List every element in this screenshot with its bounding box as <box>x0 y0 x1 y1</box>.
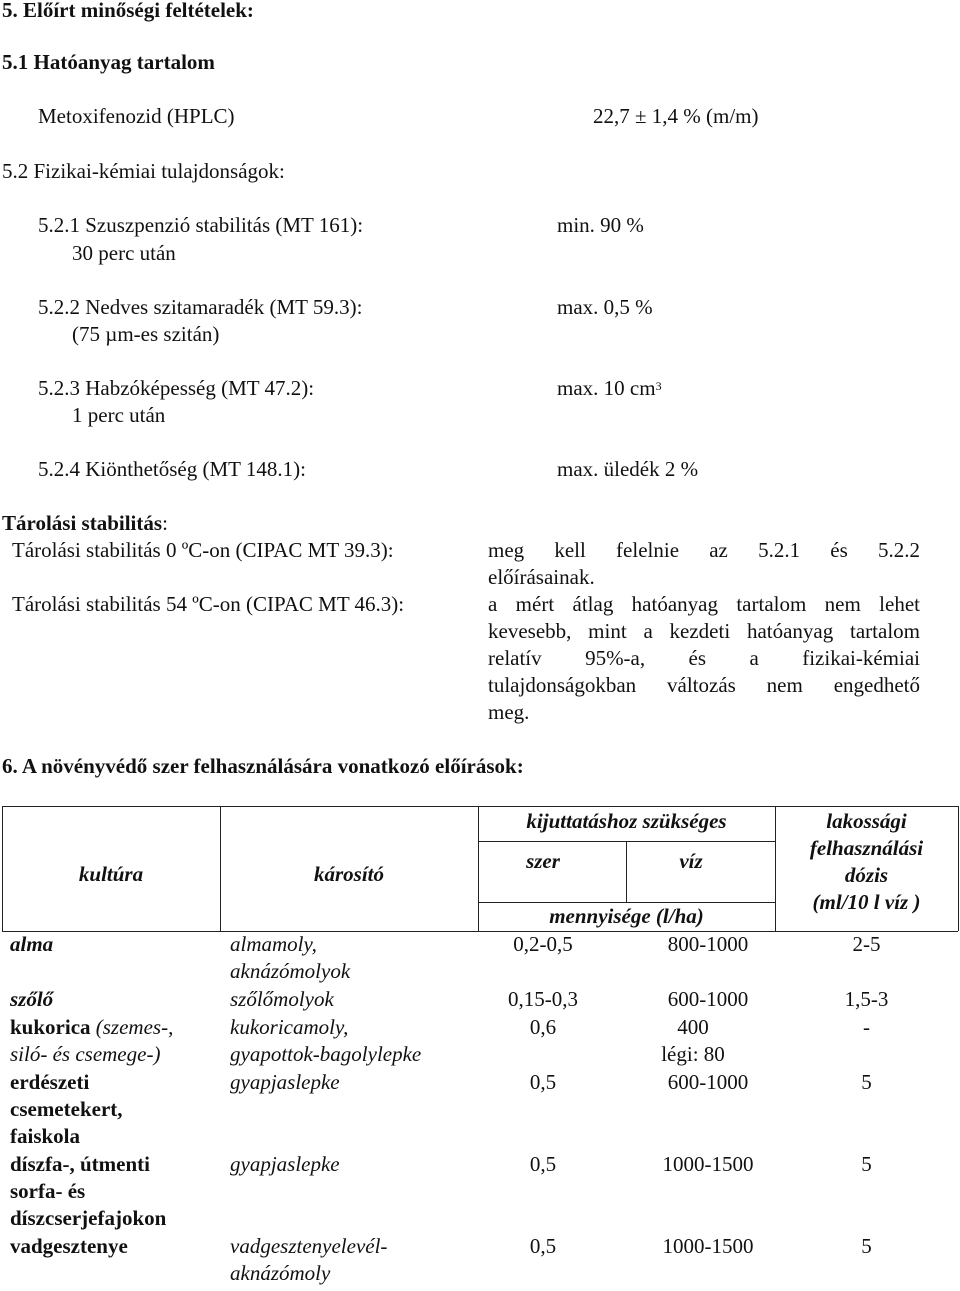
section-5-2-title: 5.2 Fizikai-kémiai tulajdonságok: <box>2 159 285 183</box>
row-viz: 800-1000 <box>667 932 749 956</box>
row-karosito: szőlőmolyok <box>230 987 334 1011</box>
header-kijuttatas: kijuttatáshoz szükséges <box>526 809 727 833</box>
row-szer: 0,5 <box>529 1152 557 1176</box>
row-karosito: almamoly, <box>230 932 317 956</box>
header-lakossagi: (ml/10 l víz ) <box>812 890 921 914</box>
storage-label: Tárolási stabilitás 0 ºC-on (CIPAC MT 39.3): <box>12 538 394 562</box>
storage-requirement: meg kell felelnie az 5.2.1 és 5.2.2 <box>488 538 920 562</box>
header-szer: szer <box>526 849 560 873</box>
section-5-1-title: 5.1 Hatóanyag tartalom <box>2 50 215 74</box>
row-szer: 0,2-0,5 <box>513 932 573 956</box>
row-dozis: 2-5 <box>852 932 881 956</box>
storage-requirement: tulajdonságokban változás nem engedhető <box>488 673 920 697</box>
row-viz: 400 <box>677 1015 709 1039</box>
header-kultura: kultúra <box>78 862 144 886</box>
row-karosito: gyapjaslepke <box>230 1070 340 1094</box>
prop-value: max. 10 $cm^3$ <box>557 376 662 400</box>
row-karosito: gyapottok-bagolylepke <box>230 1042 422 1066</box>
row-kultura-line: siló- és csemege-) <box>10 1042 161 1066</box>
row-dozis: - <box>863 1015 870 1039</box>
prop-label: 5.2.1 Szuszpenzió stabilitás (MT 161): <box>38 213 364 237</box>
row-viz: 600-1000 <box>667 987 749 1011</box>
row-karosito: kukoricamoly, <box>230 1015 349 1039</box>
row-karosito: aknázómoly <box>230 1261 331 1285</box>
row-kultura: alma <box>10 932 54 956</box>
prop-sub: (75 µm-es szitán) <box>72 322 220 346</box>
prop-value: max. üledék 2 % <box>557 457 699 481</box>
row-dozis: 5 <box>861 1234 872 1258</box>
header-lakossagi: lakossági <box>826 809 907 833</box>
active-ingredient-value: 22,7 ± 1,4 % (m/m) <box>593 104 759 128</box>
row-viz: 600-1000 <box>667 1070 749 1094</box>
storage-requirement: kevesebb, mint a kezdeti hatóanyag tartalom <box>488 619 920 643</box>
prop-value: max. 0,5 % <box>557 295 653 319</box>
section-5-title: 5. Előírt minőségi feltételek: <box>2 0 254 22</box>
row-szer: 0,5 <box>529 1070 557 1094</box>
row-szer: 0,15-0,3 <box>508 987 578 1011</box>
row-kultura: szőlő <box>10 987 54 1011</box>
row-kultura-line: faiskola <box>10 1124 81 1148</box>
prop-label: 5.2.3 Habzóképesség (MT 47.2): <box>38 376 315 400</box>
row-karosito: gyapjaslepke <box>230 1152 340 1176</box>
row-viz: légi: 80 <box>661 1042 725 1066</box>
row-kultura: vadgesztenye <box>10 1234 128 1258</box>
row-dozis: 5 <box>861 1070 872 1094</box>
header-lakossagi: felhasználási <box>809 836 924 860</box>
storage-requirement: a mért átlag hatóanyag tartalom nem lehet <box>488 592 920 616</box>
storage-requirement: relatív 95%-a, és a fizikai-kémiai <box>488 646 920 670</box>
row-dozis: 5 <box>861 1152 872 1176</box>
row-viz: 1000-1500 <box>662 1152 754 1176</box>
header-lakossagi: dózis <box>844 863 889 887</box>
row-kultura-line: díszcserjefajokon <box>10 1206 167 1230</box>
row-kultura-line: csemetekert, <box>10 1097 123 1121</box>
row-szer: 0,6 <box>529 1015 557 1039</box>
prop-label: 5.2.2 Nedves szitamaradék (MT 59.3): <box>38 295 363 319</box>
prop-sub: 1 perc után <box>72 403 166 427</box>
storage-title: Tárolási stabilitás: <box>2 511 168 535</box>
header-viz: víz <box>679 849 703 873</box>
prop-value: min. 90 % <box>557 213 644 237</box>
row-szer: 0,5 <box>529 1234 557 1258</box>
row-kultura: díszfa-, útmenti <box>10 1152 150 1176</box>
prop-label: 5.2.4 Kiönthetőség (MT 148.1): <box>38 457 306 481</box>
prop-sub: 30 perc után <box>72 241 176 265</box>
superscript: 3 <box>655 379 662 393</box>
row-karosito: vadgesztenyelevél- <box>230 1234 388 1258</box>
row-kultura: kukorica (szemes-, <box>10 1015 174 1039</box>
row-karosito: aknázómolyok <box>230 959 351 983</box>
row-kultura: erdészeti <box>10 1070 90 1094</box>
header-karosito: károsító <box>313 862 384 886</box>
storage-requirement: előírásainak. <box>488 565 595 589</box>
row-kultura-line: sorfa- és <box>10 1179 86 1203</box>
storage-label: Tárolási stabilitás 54 ºC-on (CIPAC MT 46.3): <box>12 592 405 616</box>
row-viz: 1000-1500 <box>662 1234 754 1258</box>
header-mennyiseg: mennyisége (l/ha) <box>549 904 704 928</box>
section-6-title: 6. A növényvédő szer felhasználására vonatkozó előírások: <box>2 754 524 778</box>
row-dozis: 1,5-3 <box>844 987 889 1011</box>
storage-requirement: meg. <box>488 700 530 724</box>
active-ingredient-name: Metoxifenozid (HPLC) <box>38 104 235 128</box>
